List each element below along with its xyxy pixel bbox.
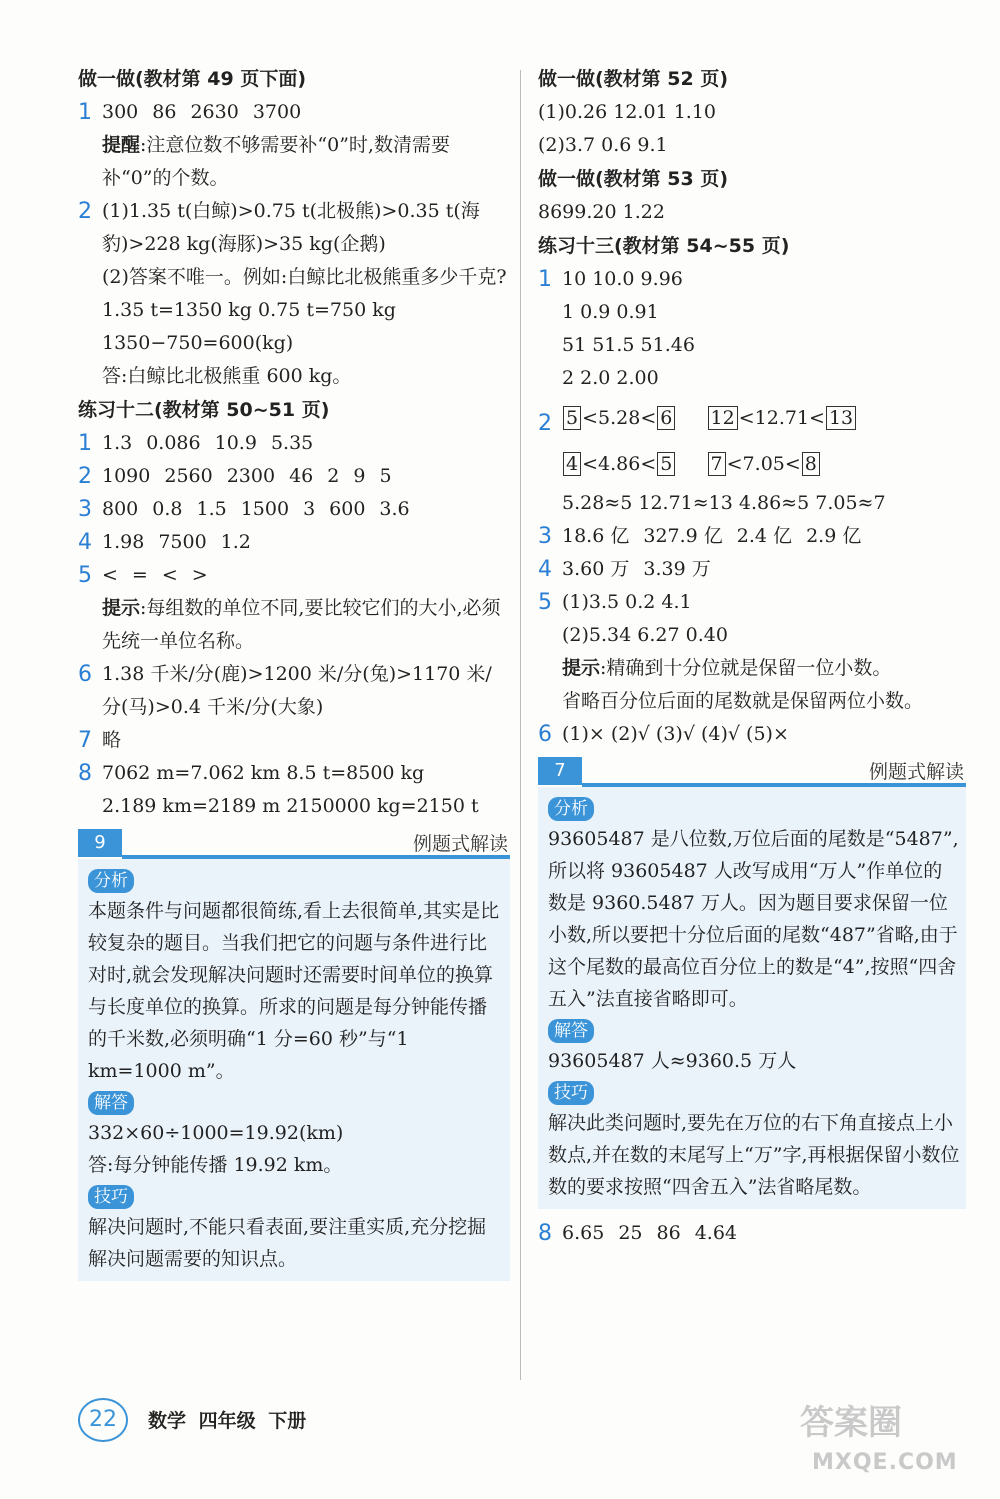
exercise-5: 5 < = < >	[78, 563, 208, 588]
skill-text: 解决问题时,不能只看表面,要注重实质,充分挖掘解决问题需要的知识点。	[88, 1216, 487, 1270]
section-heading: 练习十二(教材第 50~51 页)	[78, 399, 330, 421]
analysis-text: 本题条件与问题都很简练,看上去很简单,其实是比较复杂的题目。当我们把它的问题与条件进行比对时,就会发现解决问题时还需要时间单位的换算与长度单位的换算。所求的问题是每分钟能传播的千米数,必须明确“1 分=60 秒”与“1 km=1000 m”。	[88, 900, 500, 1082]
page-number: 22	[78, 1398, 128, 1442]
q2: 2 5 <5.28< 6 12 <12.71< 13	[538, 395, 966, 441]
answer-1: 1 300 86 2630 3700	[78, 100, 302, 125]
example-panel: 分析 93605487 是八位数,万位后面的尾数是“5487”,所以将 93605487 人改写成用“万人”作单位的数是 9360.5487 万人。因为题目要求保留一位小数,所以要把十分位后面的尾数“487”省略,由于这个尾数的最高位百分位上的数是“4”,按照“四舍五入”法直接省略即可。 解答 93605487 人≈9360.5 万人 技巧 解决此类问题时,要先在万位的右下角直接点上小数点,并在数的末尾写上“万”字,再根据保留小数位数的要求按照“四舍五入”法省略尾数。	[538, 787, 966, 1209]
exercise-1: 1 1.3 0.086 10.9 5.35	[78, 431, 314, 456]
section-heading: 做一做(教材第 52 页)	[538, 68, 729, 90]
exercise-8: 8 7062 m=7.062 km 8.5 t=8500 kg	[78, 761, 425, 786]
watermark-logo: 答案圈	[800, 1403, 902, 1443]
exercise-2: 2 1090 2560 2300 46 2 9 5	[78, 464, 392, 489]
example-panel: 分析 本题条件与问题都很简练,看上去很简单,其实是比较复杂的题目。当我们把它的问题与条件进行比对时,就会发现解决问题时还需要时间单位的换算与长度单位的换算。所求的问题是每分钟能传播的千米数,必须明确“1 分=60 秒”与“1 km=1000 m”。 解答 332×60÷1000=19.92(km) 答:每分钟能传播 19.92 km。 技巧 解决问题时,不能只看表面,要注重实质,充分挖掘解决问题需要的知识点。	[78, 859, 510, 1281]
skill-tag: 技巧	[548, 1081, 594, 1105]
column-divider	[520, 70, 521, 1380]
exercise-7: 7 略	[78, 728, 122, 753]
skill-tag: 技巧	[88, 1185, 134, 1209]
answer-2: 2 (1)1.35 t(白鲸)>0.75 t(北极熊)>0.35 t(海豹)>228 kg(海豚)>35 kg(企鹅)	[78, 199, 480, 255]
q8: 8 6.65 25 86 4.64	[538, 1221, 737, 1246]
section-heading: 做一做(教材第 49 页下面)	[78, 68, 307, 90]
q5: 5 (1)3.5 0.2 4.1	[538, 590, 692, 615]
skill-text: 解决此类问题时,要先在万位的右下角直接点上小数点,并在数的末尾写上“万”字,再根据保留小数位数的要求按照“四舍五入”法省略尾数。	[548, 1112, 960, 1198]
right-column: 做一做(教材第 52 页) (1)0.26 12.01 1.10 (2)3.7 0.6 9.1 做一做(教材第 53 页) 8699.20 1.22 练习十三(教材第 54~55 页) 1 10 10.0 9.96 1 0.9 0.91 51 51.5 51.46 2 2.0 2.00 2 5 <5.28< 6 12 <12.71< 13 4 <4.86< 5 7 <7.05< 8 5.28≈5 12.71≈13 4.86≈5 7.05≈7 3 18.6 亿 327.9 亿 2.4 亿 2.9 亿 4 3.60 万 3.39 万 5 (1)3.5 0.2 4.1 (2)5.34 6.27 0.40 提示:精确到十分位就是保留一位小数。 省略百分位后面的尾数就是保留两位小数。 6 (1)× (2)√ (3)√ (4)√ (5)× 7 例题式解读 分析 93605487 是八位数,万位后面的尾数是“5487”,所以将 93605487 人改写成用“万人”作单位的数是 9360.5487 万人。因为题目要求保留一位小数,所以要把十分位后面的尾数“487”省略,由于这个尾数的最高位百分位上的数是“4”,按照“四舍五入”法直接省略即可。 解答 93605487 人≈9360.5 万人 技巧 解决此类问题时,要先在万位的右下角直接点上小数点,并在数的末尾写上“万”字,再根据保留小数位数的要求按照“四舍五入”法省略尾数。 8 6.65 25 86 4.64	[538, 62, 966, 1250]
q1: 1 10 10.0 9.96	[538, 267, 683, 292]
analysis-text: 93605487 是八位数,万位后面的尾数是“5487”,所以将 93605487 人改写成用“万人”作单位的数是 9360.5487 万人。因为题目要求保留一位小数,所以要把十分位后面的尾数“487”省略,由于这个尾数的最高位百分位上的数是“4”,按照“四舍五入”法直接省略即可。	[548, 828, 959, 1010]
example-banner: 9 例题式解读	[78, 829, 510, 859]
q3: 3 18.6 亿 327.9 亿 2.4 亿 2.9 亿	[538, 524, 862, 549]
tip: 提醒:注意位数不够需要补“0”时,数清需要补“0”的个数。	[102, 134, 450, 189]
watermark-url: MXQE.COM	[812, 1450, 958, 1475]
answer-2b: (2)答案不唯一。例如:白鲸比北极熊重多少千克?	[102, 266, 507, 288]
exercise-6: 6 1.38 千米/分(鹿)>1200 米/分(兔)>1170 米/分(马)>0.4 千米/分(大象)	[78, 662, 492, 718]
answer-2e: 答:白鲸比北极熊重 600 kg。	[102, 365, 352, 387]
analysis-tag: 分析	[88, 869, 134, 893]
tip: 提示:每组数的单位不同,要比较它们的大小,必须先统一单位名称。	[102, 597, 501, 652]
answer-tag: 解答	[548, 1019, 594, 1043]
section-heading: 做一做(教材第 53 页)	[538, 168, 729, 190]
analysis-tag: 分析	[548, 797, 594, 821]
exercise-4: 4 1.98 7500 1.2	[78, 530, 251, 555]
answer-tag: 解答	[88, 1091, 134, 1115]
answer-2d: 1350−750=600(kg)	[102, 332, 294, 354]
answer-2c: 1.35 t=1350 kg 0.75 t=750 kg	[102, 299, 396, 321]
exercise-8b: 2.189 km=2189 m 2150000 kg=2150 t	[102, 795, 479, 817]
example-banner: 7 例题式解读	[538, 757, 966, 787]
q4: 4 3.60 万 3.39 万	[538, 557, 711, 582]
exercise-3: 3 800 0.8 1.5 1500 3 600 3.6	[78, 497, 410, 522]
q6: 6 (1)× (2)√ (3)√ (4)√ (5)×	[538, 722, 789, 747]
left-column	[78, 62, 510, 1281]
book-title: 数学 四年级 下册	[148, 1410, 307, 1432]
section-heading: 练习十三(教材第 54~55 页)	[538, 235, 790, 257]
